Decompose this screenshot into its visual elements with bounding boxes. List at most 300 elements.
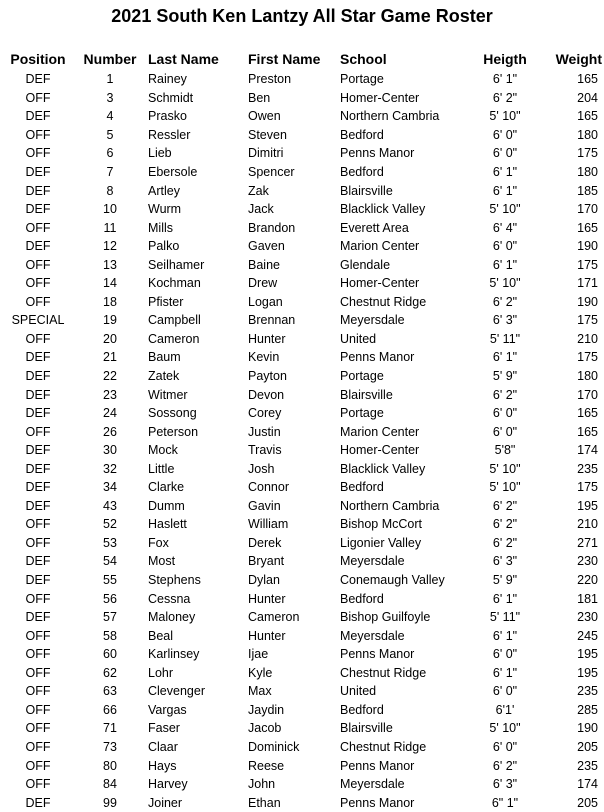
last-name-cell: Claar — [148, 739, 178, 754]
number-cell: 80 — [103, 758, 117, 773]
school-cell: Marion Center — [340, 239, 420, 254]
position-cell: DEF — [25, 610, 51, 625]
height-cell: 6' 1" — [492, 165, 518, 179]
weight-cell: 285 — [577, 702, 598, 717]
table-row — [0, 497, 604, 516]
number-cell: 20 — [103, 331, 117, 346]
last-name-cell: Faser — [148, 721, 180, 736]
position-cell: DEF — [25, 554, 51, 569]
school-cell: Bedford — [340, 165, 384, 179]
table-row — [0, 793, 604, 812]
weight-cell: 205 — [577, 739, 598, 754]
number-cell: 24 — [103, 406, 117, 421]
last-name-cell: Prasko — [148, 109, 187, 124]
weight-cell: 235 — [577, 461, 598, 476]
weight-cell: 190 — [577, 721, 598, 736]
weight-cell: 170 — [577, 387, 598, 402]
last-name-cell: Clarke — [148, 480, 185, 495]
weight-cell: 180 — [577, 127, 598, 142]
last-name-cell: Joiner — [148, 795, 183, 810]
table-row — [0, 534, 604, 553]
table-row — [0, 70, 604, 89]
first-name-cell: Derek — [248, 535, 282, 550]
table-row — [0, 664, 604, 683]
table-row — [0, 441, 604, 460]
school-cell: Penns Manor — [340, 647, 415, 662]
number-cell: 58 — [103, 628, 117, 643]
school-cell: Conemaugh Valley — [340, 573, 445, 588]
last-name-cell: Kochman — [148, 276, 201, 291]
weight-cell: 171 — [577, 276, 598, 291]
height-cell: 5' 11" — [489, 331, 521, 346]
page-title: 2021 South Ken Lantzy All Star Game Roster — [111, 6, 493, 26]
height-cell: 6' 3" — [492, 554, 518, 569]
weight-cell: 180 — [577, 165, 598, 179]
position-cell: OFF — [25, 777, 51, 792]
table-row — [0, 218, 604, 237]
last-name-cell: Hays — [148, 758, 177, 773]
first-name-cell: Connor — [248, 480, 289, 495]
number-cell: 23 — [103, 387, 117, 402]
number-cell: 63 — [103, 684, 117, 699]
number-cell: 11 — [103, 220, 117, 235]
position-cell: OFF — [25, 684, 51, 699]
position-cell: OFF — [25, 517, 51, 532]
last-name-cell: Cessna — [148, 591, 191, 606]
height-cell: 6' 1" — [492, 665, 518, 680]
first-name-cell: Jacob — [248, 721, 282, 736]
school-cell: Meyersdale — [340, 628, 405, 643]
last-name-cell: Vargas — [148, 702, 187, 717]
position-cell: DEF — [25, 387, 51, 402]
last-name-cell: Fox — [148, 535, 169, 550]
number-cell: 54 — [103, 554, 117, 569]
last-name-cell: Rainey — [148, 72, 187, 87]
school-cell: Northern Cambria — [340, 498, 440, 513]
number-cell: 43 — [103, 498, 117, 513]
weight-cell: 175 — [577, 146, 598, 161]
first-name-cell: Brandon — [248, 220, 296, 235]
weight-cell: 165 — [577, 72, 598, 87]
last-name-cell: Wurm — [148, 202, 182, 217]
height-cell: 6' 2" — [492, 498, 518, 513]
number-cell: 3 — [106, 90, 114, 105]
school-cell: Blairsville — [340, 183, 393, 198]
roster-table — [0, 48, 604, 812]
number-cell: 26 — [103, 424, 117, 439]
height-cell: 6' 0" — [492, 406, 518, 421]
last-name-cell: Lohr — [148, 665, 174, 680]
school-cell: Homer-Center — [340, 90, 420, 105]
last-name-cell: Campbell — [148, 313, 201, 328]
school-cell: Meyersdale — [340, 554, 405, 569]
number-cell: 30 — [103, 443, 117, 458]
first-name-cell: Travis — [248, 443, 282, 458]
number-cell: 4 — [106, 109, 114, 124]
weight-cell: 165 — [577, 220, 598, 235]
height-cell: 6' 1" — [492, 183, 518, 198]
number-cell: 21 — [103, 350, 117, 365]
number-cell: 18 — [103, 294, 117, 309]
school-cell: Meyersdale — [340, 313, 405, 328]
last-name-cell: Beal — [148, 628, 174, 643]
table-row — [0, 404, 604, 423]
last-name-cell: Karlinsey — [148, 647, 200, 662]
table-row — [0, 719, 604, 738]
height-cell: 5' 10" — [489, 721, 521, 736]
table-header-row — [0, 48, 604, 70]
position-cell: OFF — [25, 702, 51, 717]
school-cell: Portage — [340, 406, 384, 421]
last-name-cell: Little — [148, 461, 175, 476]
school-cell: Bedford — [340, 591, 384, 606]
height-cell: 6' 0" — [492, 739, 518, 754]
school-cell: Meyersdale — [340, 777, 405, 792]
header-weight: Weight — [555, 51, 602, 67]
school-cell: Blairsville — [340, 387, 393, 402]
table-row — [0, 348, 604, 367]
table-row — [0, 126, 604, 145]
height-cell: 6' 2" — [492, 517, 518, 532]
height-cell: 6' 2" — [492, 535, 518, 550]
first-name-cell: Justin — [248, 424, 281, 439]
table-row — [0, 200, 604, 219]
school-cell: Chestnut Ridge — [340, 739, 427, 754]
position-cell: DEF — [25, 461, 51, 476]
height-cell: 6' 1" — [492, 72, 518, 87]
height-cell: 6' 0" — [492, 146, 518, 161]
first-name-cell: Jaydin — [248, 702, 285, 717]
position-cell: OFF — [25, 257, 51, 272]
table-row — [0, 645, 604, 664]
first-name-cell: Cameron — [248, 610, 300, 625]
position-cell: DEF — [25, 480, 51, 495]
first-name-cell: Spencer — [248, 165, 295, 179]
position-cell: OFF — [25, 721, 51, 736]
number-cell: 57 — [103, 610, 117, 625]
school-cell: Penns Manor — [340, 795, 415, 810]
table-row — [0, 330, 604, 349]
school-cell: Ligonier Valley — [340, 535, 422, 550]
last-name-cell: Palko — [148, 239, 180, 254]
first-name-cell: Logan — [248, 294, 283, 309]
number-cell: 22 — [103, 369, 117, 384]
first-name-cell: John — [248, 777, 276, 792]
position-cell: DEF — [25, 72, 51, 87]
school-cell: Portage — [340, 72, 384, 87]
position-cell: OFF — [25, 591, 51, 606]
number-cell: 5 — [106, 127, 114, 142]
last-name-cell: Peterson — [148, 424, 199, 439]
number-cell: 19 — [103, 313, 117, 328]
table-row — [0, 181, 604, 200]
header-first-name: First Name — [248, 51, 321, 67]
header-position: Position — [10, 51, 66, 67]
last-name-cell: Maloney — [148, 610, 196, 625]
position-cell: OFF — [25, 331, 51, 346]
school-cell: Bedford — [340, 702, 384, 717]
height-cell: 5' 9" — [492, 573, 518, 588]
table-row — [0, 608, 604, 627]
table-row — [0, 756, 604, 775]
school-cell: Blacklick Valley — [340, 461, 426, 476]
table-row — [0, 589, 604, 608]
height-cell: 6' 2" — [492, 758, 518, 773]
height-cell: 5' 10" — [489, 480, 521, 495]
school-cell: Penns Manor — [340, 758, 415, 773]
number-cell: 66 — [103, 702, 117, 717]
last-name-cell: Dumm — [148, 498, 185, 513]
weight-cell: 190 — [577, 294, 598, 309]
first-name-cell: William — [248, 517, 289, 532]
position-cell: OFF — [25, 127, 51, 142]
number-cell: 99 — [103, 795, 117, 810]
first-name-cell: Corey — [248, 406, 282, 421]
school-cell: Everett Area — [340, 220, 409, 235]
position-cell: OFF — [25, 276, 51, 291]
height-cell: 5' 10" — [489, 276, 521, 291]
school-cell: United — [340, 331, 377, 346]
first-name-cell: Max — [248, 684, 272, 699]
last-name-cell: Haslett — [148, 517, 187, 532]
first-name-cell: Preston — [248, 72, 292, 87]
height-cell: 6' 2" — [492, 294, 518, 309]
school-cell: Chestnut Ridge — [340, 665, 427, 680]
height-cell: 6' 0" — [492, 684, 518, 699]
height-cell: 5' 11" — [489, 610, 521, 625]
height-cell: 6' 0" — [492, 424, 518, 439]
position-cell: DEF — [25, 350, 51, 365]
last-name-cell: Seilhamer — [148, 257, 205, 272]
table-row — [0, 571, 604, 590]
school-cell: Portage — [340, 369, 384, 384]
table-row — [0, 459, 604, 478]
weight-cell: 210 — [577, 517, 598, 532]
first-name-cell: Payton — [248, 369, 287, 384]
position-cell: OFF — [25, 146, 51, 161]
height-cell: 6' 0" — [492, 239, 518, 254]
position-cell: DEF — [25, 165, 51, 179]
number-cell: 14 — [103, 276, 117, 291]
school-cell: Homer-Center — [340, 443, 420, 458]
weight-cell: 165 — [577, 109, 598, 124]
table-row — [0, 255, 604, 274]
header-school: School — [340, 51, 387, 67]
weight-cell: 245 — [577, 628, 598, 643]
first-name-cell: Devon — [248, 387, 285, 402]
number-cell: 10 — [103, 202, 117, 217]
position-cell: DEF — [25, 443, 51, 458]
weight-cell: 181 — [577, 591, 598, 606]
number-cell: 73 — [103, 739, 117, 754]
weight-cell: 180 — [577, 369, 598, 384]
table-row — [0, 422, 604, 441]
first-name-cell: Owen — [248, 109, 281, 124]
height-cell: 6' 4" — [492, 220, 518, 235]
number-cell: 62 — [103, 665, 117, 680]
school-cell: Penns Manor — [340, 146, 415, 161]
header-height: Heigth — [483, 51, 527, 67]
number-cell: 55 — [103, 573, 117, 588]
table-row — [0, 367, 604, 386]
first-name-cell: Dominick — [248, 739, 300, 754]
number-cell: 56 — [103, 591, 117, 606]
weight-cell: 175 — [577, 350, 598, 365]
height-cell: 6'1' — [495, 702, 515, 717]
school-cell: Northern Cambria — [340, 109, 440, 124]
number-cell: 7 — [106, 165, 114, 179]
header-last-name: Last Name — [148, 51, 219, 67]
position-cell: DEF — [25, 406, 51, 421]
last-name-cell: Cameron — [148, 331, 200, 346]
last-name-cell: Lieb — [148, 146, 172, 161]
first-name-cell: Josh — [248, 461, 275, 476]
table-row — [0, 274, 604, 293]
number-cell: 6 — [106, 146, 114, 161]
position-cell: DEF — [25, 202, 51, 217]
position-cell: OFF — [25, 665, 51, 680]
school-cell: Homer-Center — [340, 276, 420, 291]
number-cell: 53 — [103, 535, 117, 550]
last-name-cell: Mock — [148, 443, 178, 458]
table-row — [0, 738, 604, 757]
height-cell: 6" 1" — [491, 795, 519, 810]
position-cell: OFF — [25, 535, 51, 550]
weight-cell: 190 — [577, 239, 598, 254]
school-cell: Bedford — [340, 480, 384, 495]
first-name-cell: Ben — [248, 90, 271, 105]
number-cell: 32 — [103, 461, 117, 476]
height-cell: 6' 0" — [492, 127, 518, 142]
height-cell: 5' 10" — [489, 109, 521, 124]
table-row — [0, 775, 604, 794]
first-name-cell: Kevin — [248, 350, 280, 365]
table-row — [0, 385, 604, 404]
position-cell: DEF — [25, 369, 51, 384]
weight-cell: 195 — [577, 498, 598, 513]
weight-cell: 210 — [577, 331, 598, 346]
weight-cell: 174 — [577, 777, 598, 792]
first-name-cell: Bryant — [248, 554, 285, 569]
last-name-cell: Harvey — [148, 777, 188, 792]
first-name-cell: Dylan — [248, 573, 280, 588]
weight-cell: 220 — [577, 573, 598, 588]
table-row — [0, 311, 604, 330]
height-cell: 5'8" — [494, 443, 516, 458]
school-cell: Glendale — [340, 257, 391, 272]
weight-cell: 235 — [577, 758, 598, 773]
weight-cell: 195 — [577, 665, 598, 680]
weight-cell: 165 — [577, 424, 598, 439]
position-cell: DEF — [25, 498, 51, 513]
first-name-cell: Gaven — [248, 239, 285, 254]
height-cell: 5' 9" — [492, 369, 518, 384]
number-cell: 13 — [103, 257, 117, 272]
weight-cell: 174 — [577, 443, 598, 458]
number-cell: 1 — [106, 72, 114, 87]
position-cell: OFF — [25, 220, 51, 235]
position-cell: OFF — [25, 424, 51, 439]
weight-cell: 185 — [577, 183, 598, 198]
roster-body — [0, 70, 604, 812]
number-cell: 8 — [106, 183, 114, 198]
position-cell: OFF — [25, 739, 51, 754]
number-cell: 71 — [103, 721, 117, 736]
weight-cell: 204 — [577, 90, 598, 105]
school-cell: Bishop McCort — [340, 517, 422, 532]
first-name-cell: Hunter — [248, 591, 286, 606]
header-number: Number — [83, 51, 137, 67]
school-cell: Bishop Guilfoyle — [340, 610, 431, 625]
table-row — [0, 552, 604, 571]
table-row — [0, 163, 604, 182]
height-cell: 6' 1" — [492, 350, 518, 365]
position-cell: OFF — [25, 90, 51, 105]
last-name-cell: Stephens — [148, 573, 201, 588]
first-name-cell: Gavin — [248, 498, 281, 513]
last-name-cell: Clevenger — [148, 684, 205, 699]
table-row — [0, 626, 604, 645]
first-name-cell: Zak — [248, 183, 269, 198]
position-cell: DEF — [25, 109, 51, 124]
height-cell: 6' 1" — [492, 628, 518, 643]
school-cell: Bedford — [340, 127, 384, 142]
height-cell: 5' 10" — [489, 202, 521, 217]
school-cell: Blairsville — [340, 721, 393, 736]
first-name-cell: Ethan — [248, 795, 281, 810]
height-cell: 6' 1" — [492, 257, 518, 272]
position-cell: DEF — [25, 183, 51, 198]
table-row — [0, 701, 604, 720]
last-name-cell: Sossong — [148, 406, 197, 421]
first-name-cell: Drew — [248, 276, 278, 291]
weight-cell: 175 — [577, 257, 598, 272]
last-name-cell: Baum — [148, 350, 181, 365]
table-row — [0, 144, 604, 163]
height-cell: 5' 10" — [489, 461, 521, 476]
position-cell: DEF — [25, 573, 51, 588]
table-row — [0, 237, 604, 256]
last-name-cell: Most — [148, 554, 176, 569]
last-name-cell: Mills — [148, 220, 173, 235]
school-cell: United — [340, 684, 377, 699]
position-cell: OFF — [25, 758, 51, 773]
weight-cell: 235 — [577, 684, 598, 699]
school-cell: Marion Center — [340, 424, 420, 439]
weight-cell: 271 — [577, 535, 598, 550]
height-cell: 6' 2" — [492, 90, 518, 105]
table-row — [0, 107, 604, 126]
position-cell: DEF — [25, 239, 51, 254]
first-name-cell: Steven — [248, 127, 287, 142]
last-name-cell: Schmidt — [148, 90, 194, 105]
weight-cell: 165 — [577, 406, 598, 421]
number-cell: 12 — [103, 239, 117, 254]
weight-cell: 205 — [577, 795, 598, 810]
school-cell: Penns Manor — [340, 350, 415, 365]
school-cell: Blacklick Valley — [340, 202, 426, 217]
first-name-cell: Brennan — [248, 313, 296, 328]
position-cell: OFF — [25, 647, 51, 662]
last-name-cell: Ressler — [148, 127, 191, 142]
first-name-cell: Baine — [248, 257, 280, 272]
table-row — [0, 478, 604, 497]
weight-cell: 175 — [577, 480, 598, 495]
last-name-cell: Pfister — [148, 294, 184, 309]
first-name-cell: Kyle — [248, 665, 273, 680]
weight-cell: 170 — [577, 202, 598, 217]
table-row — [0, 293, 604, 312]
